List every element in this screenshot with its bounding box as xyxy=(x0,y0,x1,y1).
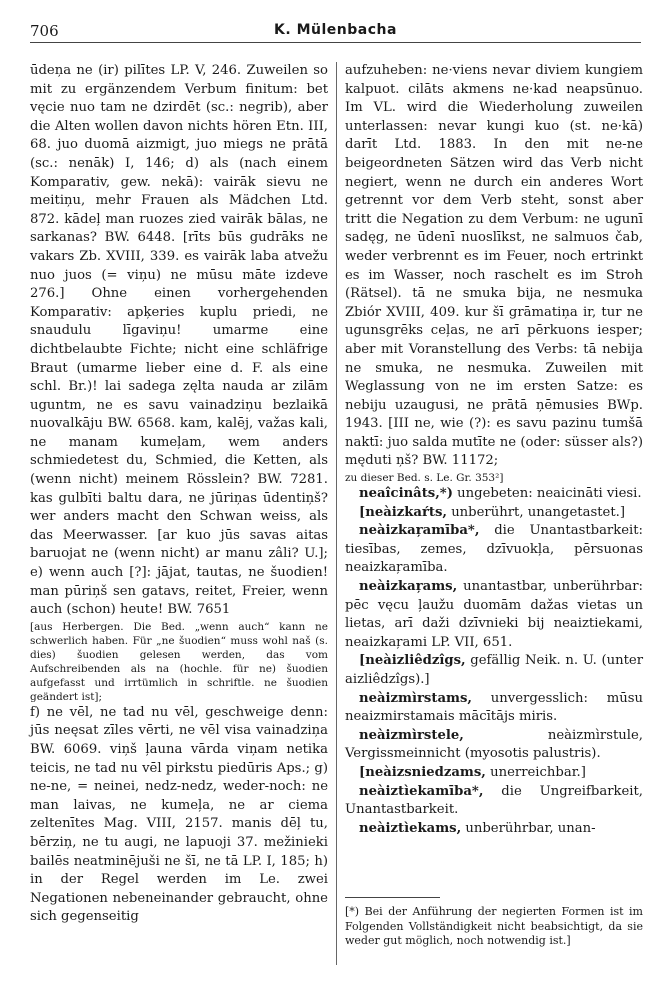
entry-definition: die Ungreifbarkeit, Unantastbarkeit. xyxy=(345,783,643,818)
running-title: K. Mülenbacha xyxy=(274,22,397,38)
right-paragraph-1: aufzuheben: ne·viens nevar diviem kungiem kalpuot. cilāts akmens ne·kad neapsūnuo. Im VL. wird die Wiederholung zuweilen unterlassen: nevar kungi kuo (st. ne·kā) darīt Ltd. 1883. In den mit ne-ne beigeordneten Sätzen wird das Verb nicht negiert, wenn ne durch ein anderes Wort getrennt vor dem Verb steht, sonst aber tritt die Negation zu dem Verbum: ne ugunī sadęg, ne ūdenī nuoslīkst, ne salmuos čab, weder verbrennt es im Feuer, noch ertrinkt es im Wasser, noch raschelt es im Stroh (Rätsel). tā ne smuka bija, ne nesmuka Zbiór XVIII, 409. kur šī grāmatiņa ir, tur ne ugunsgrēks ceļas, ne arī pērkuons iesper; aber mit Voranstellung des Verbs: tā nebija ne smuka, ne nesmuka. Zuweilen mit Weglassung von ne im ersten Satze: es nebiju uzaugusi, ne prātā ņēmusies BWp. 1943. [III ne, wie (?): es savu pazinu tumšā naktī: juo salda mutīte ne (oder: süsser als?) męduti ņš? BW. 11172; xyxy=(345,63,643,469)
right-column xyxy=(345,62,643,838)
entry-definition: unberührbar, unan- xyxy=(461,820,596,836)
entry-definition: die Unantastbarkeit: tiesības, zemes, dzīvuokļa, pērsuonas neaizkaŗamība. xyxy=(345,523,643,576)
dictionary-entry xyxy=(345,522,643,578)
footnote-rule xyxy=(345,897,440,898)
entry-definition: unberührt, unangetastet.] xyxy=(447,504,625,520)
left-column xyxy=(30,62,328,927)
entry-headword: neaîcinâts,*) xyxy=(359,486,453,502)
dictionary-entry xyxy=(345,578,643,652)
entry-headword: neàizkaŗams, xyxy=(359,579,458,595)
dictionary-entry xyxy=(345,504,643,523)
page-header xyxy=(30,20,641,43)
column-divider xyxy=(336,62,337,965)
left-bracket-note: [aus Herbergen. Die Bed. „wenn auch“ kann ne schwerlich haben. Für „ne šuodien“ muss wohl naš (s. dies) šuodien gelesen werden, das vom Aufschreibenden als na (hochle. für ne) šuodien aufgefasst und irrtümlich in schriftle. ne šuodien geändert ist]; xyxy=(30,620,328,703)
left-paragraph-1: ūdeņa ne (ir) pilītes LP. V, 246. Zuweilen so mit zu ergänzendem Verbum finitum: bet vęcie nuo tam ne dzirdēt (sc.: negrib), aber die Alten wollen davon nichts hören Etn. III, 68. juo duomā aizmigt, juo miegs ne prātā (sc.: nenāk) I, 146; d) als (nach einem Komparativ, gew. nekā): vairāk sievu ne meitiņu, mehr Frauen als Mädchen Ltd. 872. kādeļ man ruozes zied vairāk bālas, ne sarkanas? BW. 6448. [rīts būs gudrāks ne vakars Zb. XVIII, 339. es vairāk laba atvežu nuo juos (= viņu) ne mūsu māte izdeve 276.] Ohne einen vorhergehenden Komparativ: apķeries kuplu priedi, ne snaudulu līgaviņu! umarme eine dichtbelaubte Fichte; nicht eine schläfrige Braut (umarme lieber eine d. F. als eine schl. Br.)! lai sadega zęlta nauda ar zilām uguntm, ne es savu vainadziņu bezlaikā nuovalkāju BW. 6568. kam, kalēj, važas kali, ne manam kumeļam, wem anders schmiedetest du, Schmied, die Ketten, als (wenn nicht) meinem Rösslein? BW. 7281. kas gulbīti baltu dara, ne jūriņas ūdentiņš? wer anders macht den Schwan weiss, als das Meerwasser. [ar kuo jūs savas aitas baruojat ne (wenn nicht) ar manu zâli? U.]; e) wenn auch [?]: jājat, tautas, ne šuodien! man pūriņš sen gatavs, reitet, Freier, wenn auch (schon) heute! BW. 7651 xyxy=(30,63,328,618)
entry-definition: unerreichbar.] xyxy=(485,764,586,780)
left-paragraph-2: f) ne vēl, ne tad nu vēl, geschweige denn: jūs neęsat zīles vērti, ne vēl visa vainadziņa BW. 6069. viņš ļauna vārda viņam netika teicis, ne tad nu vēl pirkstu piedūris Aps.; g) ne-ne, = neinei, nedz-nedz, weder-noch: ne man laivas, ne kumeļa, ne ar ciema zeltenītes Mag. VIII, 2157. manis dēļ tu, bērziņ, ne tu augi, ne lapuoji 37. mežinieki bailēs neatminējuši ne šī, ne tā LP. I, 185; h) in der Regel werden im Le. zwei Negationen nebeneinander gebraucht, ohne sich gegenseitig xyxy=(30,704,328,925)
entry-headword: neàiztìekamība*, xyxy=(359,783,484,799)
entry-definition: neàizmìrstule, Vergissmeinnicht (myosotis palustris). xyxy=(345,727,643,762)
entry-definition: unvergesslich: mūsu neaizmirstamais mācītājs miris. xyxy=(345,690,643,725)
dictionary-entry xyxy=(345,820,643,839)
dictionary-entry xyxy=(345,652,643,689)
entry-headword: [neàizkaŕts, xyxy=(359,504,447,520)
entry-definition: gefällig Neik. n. U. (unter aizliêdzîgs).] xyxy=(345,653,643,687)
entry-headword: neàizmìrstele, xyxy=(359,727,464,743)
entry-headword: [neàizliêdzîgs, xyxy=(359,653,466,669)
entry-definition: unantastbar, unberührbar: pēc vęcu ļaužu duomām dažas vietas un lietas, arī daži dzīvnieki bij neaiztiekami, neaizkaŗami LP. VII, 651. xyxy=(345,579,643,650)
dictionary-entry xyxy=(345,485,643,504)
entry-headword: neàiztìekams, xyxy=(359,820,462,836)
dictionary-entry xyxy=(345,690,643,727)
right-bracket-note: zu dieser Bed. s. Le. Gr. 353²] xyxy=(345,472,504,485)
entry-headword: neàizmìrstams, xyxy=(359,690,472,706)
page-number: 706 xyxy=(30,22,59,40)
entry-headword: neàizkaŗamība*, xyxy=(359,523,480,539)
footnote: [*) Bei der Anführung der negierten Formen ist im Folgenden Vollständigkeit nicht beabsichtigt, da sie weder gut möglich, noch notwendig ist.] xyxy=(345,905,643,947)
dictionary-entry xyxy=(345,783,643,820)
dictionary-entry xyxy=(345,764,643,783)
entry-headword: [neàizsniedzams, xyxy=(359,764,486,780)
dictionary-entry xyxy=(345,727,643,764)
entry-definition: ungebeten: neaicināti viesi. xyxy=(452,486,642,502)
